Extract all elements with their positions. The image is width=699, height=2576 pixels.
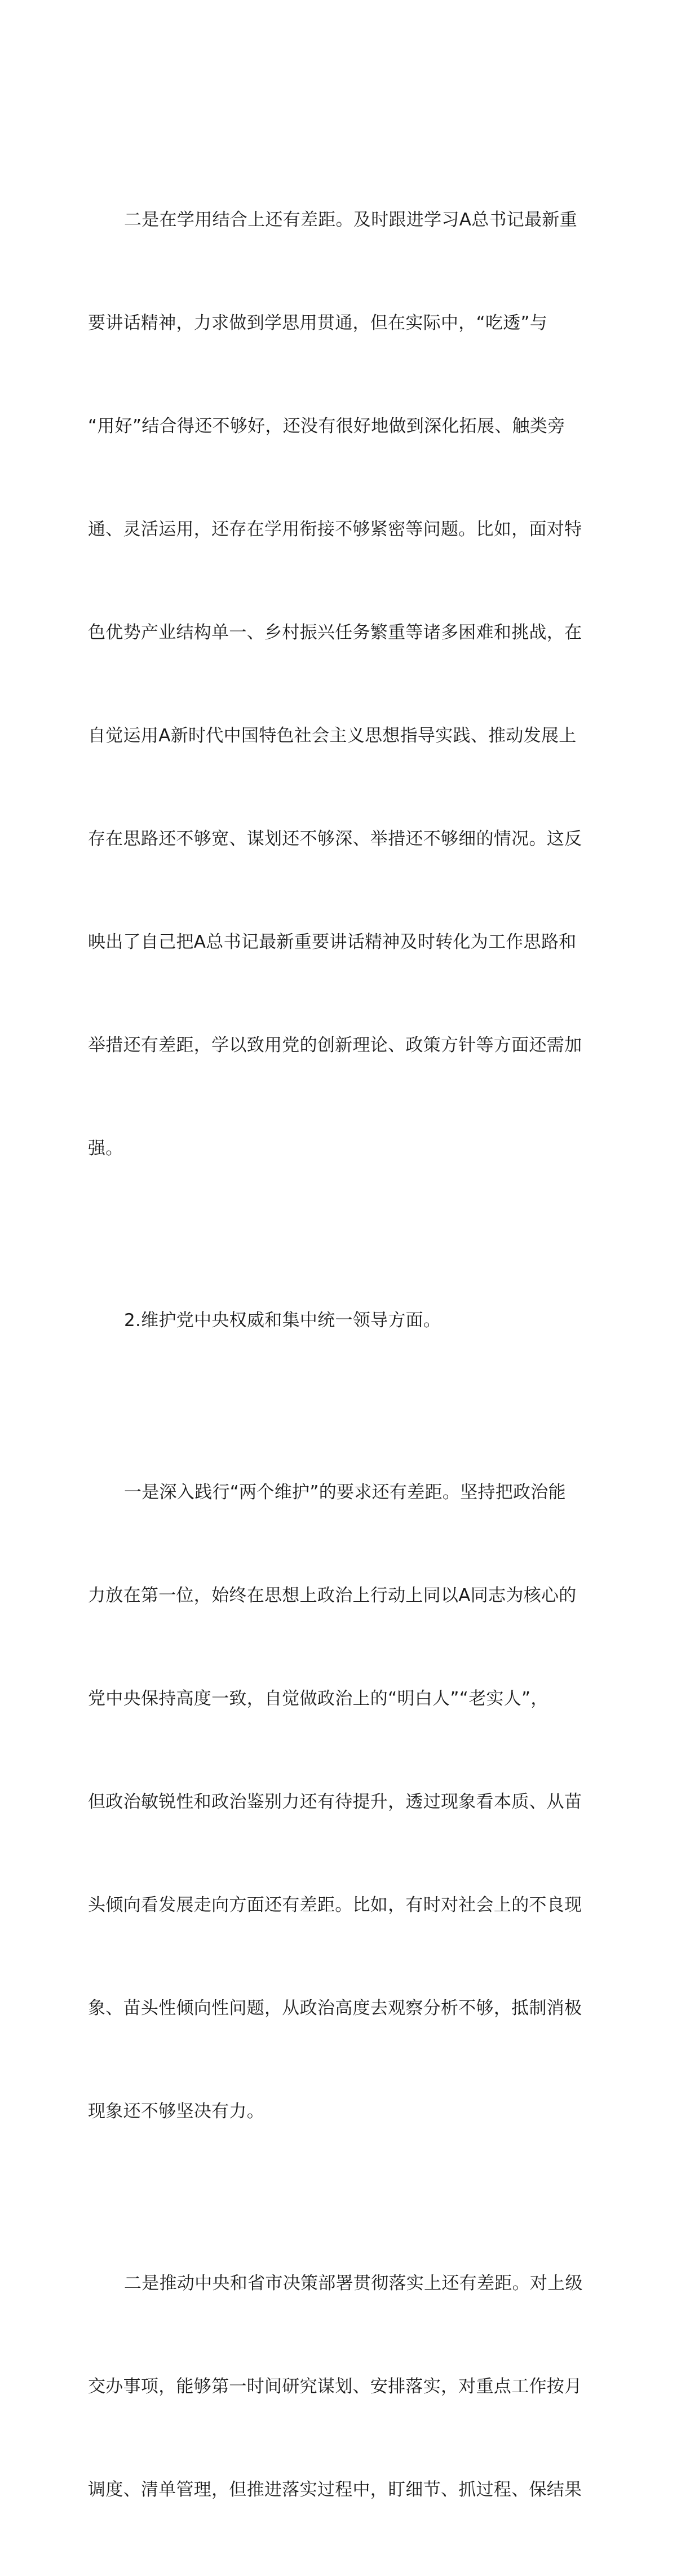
text-line: 力放在第一位，始终在思想上政治上行动上同以A同志为核心的 [88, 1585, 577, 1606]
paragraph-implementation [88, 2198, 617, 2576]
text-line: 二是推动中央和省市决策部署贯彻落实上还有差距。对上级 [124, 2273, 583, 2294]
paragraph-study-application [88, 134, 617, 1235]
text-line: 调度、清单管理，但推进落实过程中，盯细节、抓过程、保结果 [88, 2480, 582, 2500]
paragraph-two-safeguards [88, 1407, 617, 2198]
text-line: 存在思路还不够宽、谋划还不够深、举措还不够细的情况。这反 [88, 829, 582, 849]
text-line: 2.维护党中央权威和集中统一领导方面。 [124, 1310, 441, 1331]
text-line: 要讲话精神，力求做到学思用贯通，但在实际中，“吃透”与 [88, 313, 548, 333]
text-line: 自觉运用A新时代中国特色社会主义思想指导实践、推动发展上 [88, 726, 577, 746]
text-line: 一是深入践行“两个维护”的要求还有差距。坚持把政治能 [124, 1482, 566, 1503]
text-line: 二是在学用结合上还有差距。及时跟进学习A总书记最新重 [124, 210, 578, 230]
text-line: 映出了自己把A总书记最新重要讲话精神及时转化为工作思路和 [88, 932, 577, 952]
text-line: 但政治敏锐性和政治鉴别力还有待提升，透过现象看本质、从苗 [88, 1792, 582, 1812]
text-line: 色优势产业结构单一、乡村振兴任务繁重等诸多困难和挑战，在 [88, 622, 582, 643]
document-page [88, 134, 617, 2576]
text-line: 党中央保持高度一致，自觉做政治上的“明白人”“老实人”， [88, 1689, 548, 1709]
text-line: 举措还有差距，学以致用党的创新理论、政策方针等方面还需加 [88, 1035, 582, 1055]
text-line: 交办事项，能够第一时间研究谋划、安排落实，对重点工作按月 [88, 2376, 582, 2397]
text-line: 现象还不够坚决有力。 [88, 2101, 264, 2122]
section-heading-authority [88, 1235, 617, 1407]
text-line: 头倾向看发展走向方面还有差距。比如，有时对社会上的不良现 [88, 1895, 582, 1915]
text-line: “用好”结合得还不够好，还没有很好地做到深化拓展、触类旁 [88, 416, 565, 436]
text-line: 象、苗头性倾向性问题，从政治高度去观察分析不够，抵制消极 [88, 1998, 582, 2018]
text-line: 通、灵活运用，还存在学用衔接不够紧密等问题。比如，面对特 [88, 519, 582, 540]
text-line: 强。 [88, 1138, 123, 1159]
